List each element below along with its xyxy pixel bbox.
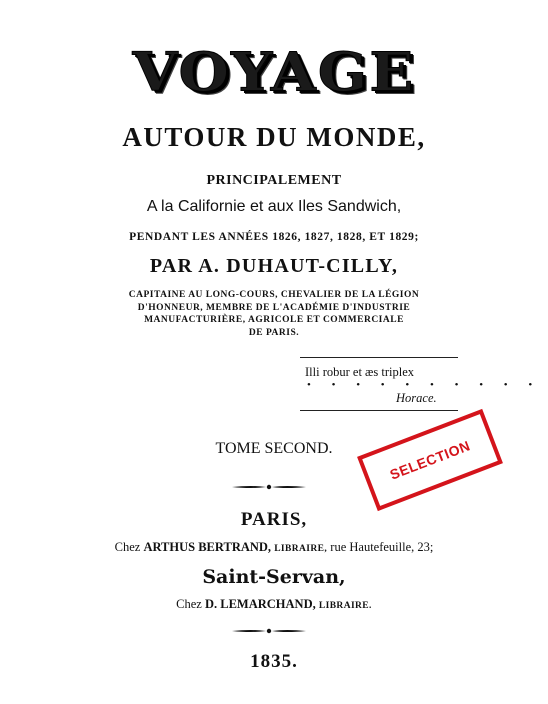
credits-line-2: D'HONNEUR, MEMBRE DE L'ACADÉMIE D'INDUSTRIE <box>137 302 411 313</box>
years-text: PENDANT LES ANNÉES 1826, 1827, 1828, ET 1829; <box>129 231 419 243</box>
publisher-saint-servan-name: D. LEMARCHAND, <box>204 597 316 611</box>
publisher-paris-role: LIBRAIRE, <box>274 544 328 554</box>
publisher-paris-prefix: Chez <box>114 540 141 554</box>
selection-stamp <box>357 409 503 511</box>
publisher-saint-servan-prefix: Chez <box>176 597 202 611</box>
credits-line-4: DE PARIS. <box>248 327 300 338</box>
book-subtitle: AUTOUR DU MONDE, <box>122 122 426 152</box>
principalement-text: PRINCIPALEMENT <box>206 173 342 188</box>
credits-line-3: MANUFACTURIÈRE, AGRICOLE ET COMMERCIALE <box>144 315 404 325</box>
ornament-divider-bottom <box>232 626 306 636</box>
city-saint-servan: Saint-Servan, <box>202 566 346 588</box>
publisher-paris-address: rue Hautefeuille, 23; <box>330 540 434 554</box>
epigraph-dots: • • • • • • • • • • <box>307 379 542 391</box>
publication-year: 1835. <box>250 651 298 672</box>
destinations-text: A la Californie et aux Iles Sandwich, <box>146 198 402 215</box>
epigraph-top-rule <box>300 357 458 358</box>
selection-stamp-label: SELECTION <box>387 437 473 483</box>
publisher-saint-servan-role: LIBRAIRE. <box>318 601 372 611</box>
publisher-paris <box>0 540 548 555</box>
book-title: VOYAGE <box>132 40 416 104</box>
ornament-divider-top <box>232 482 306 492</box>
author-credits <box>0 289 548 339</box>
publisher-saint-servan <box>0 597 548 612</box>
epigraph-motto: Illi robur et æs triplex <box>305 365 415 379</box>
epigraph-bottom-rule <box>300 410 458 411</box>
epigraph-source: Horace. <box>396 391 437 405</box>
author-line: PAR A. DUHAUT-CILLY, <box>149 255 399 277</box>
publisher-paris-name: ARTHUS BERTRAND, <box>143 540 272 554</box>
city-paris: PARIS, <box>240 509 308 530</box>
volume-label: TOME SECOND. <box>215 440 333 457</box>
credits-line-1: CAPITAINE AU LONG-COURS, CHEVALIER DE LA LÉGION <box>128 290 420 300</box>
